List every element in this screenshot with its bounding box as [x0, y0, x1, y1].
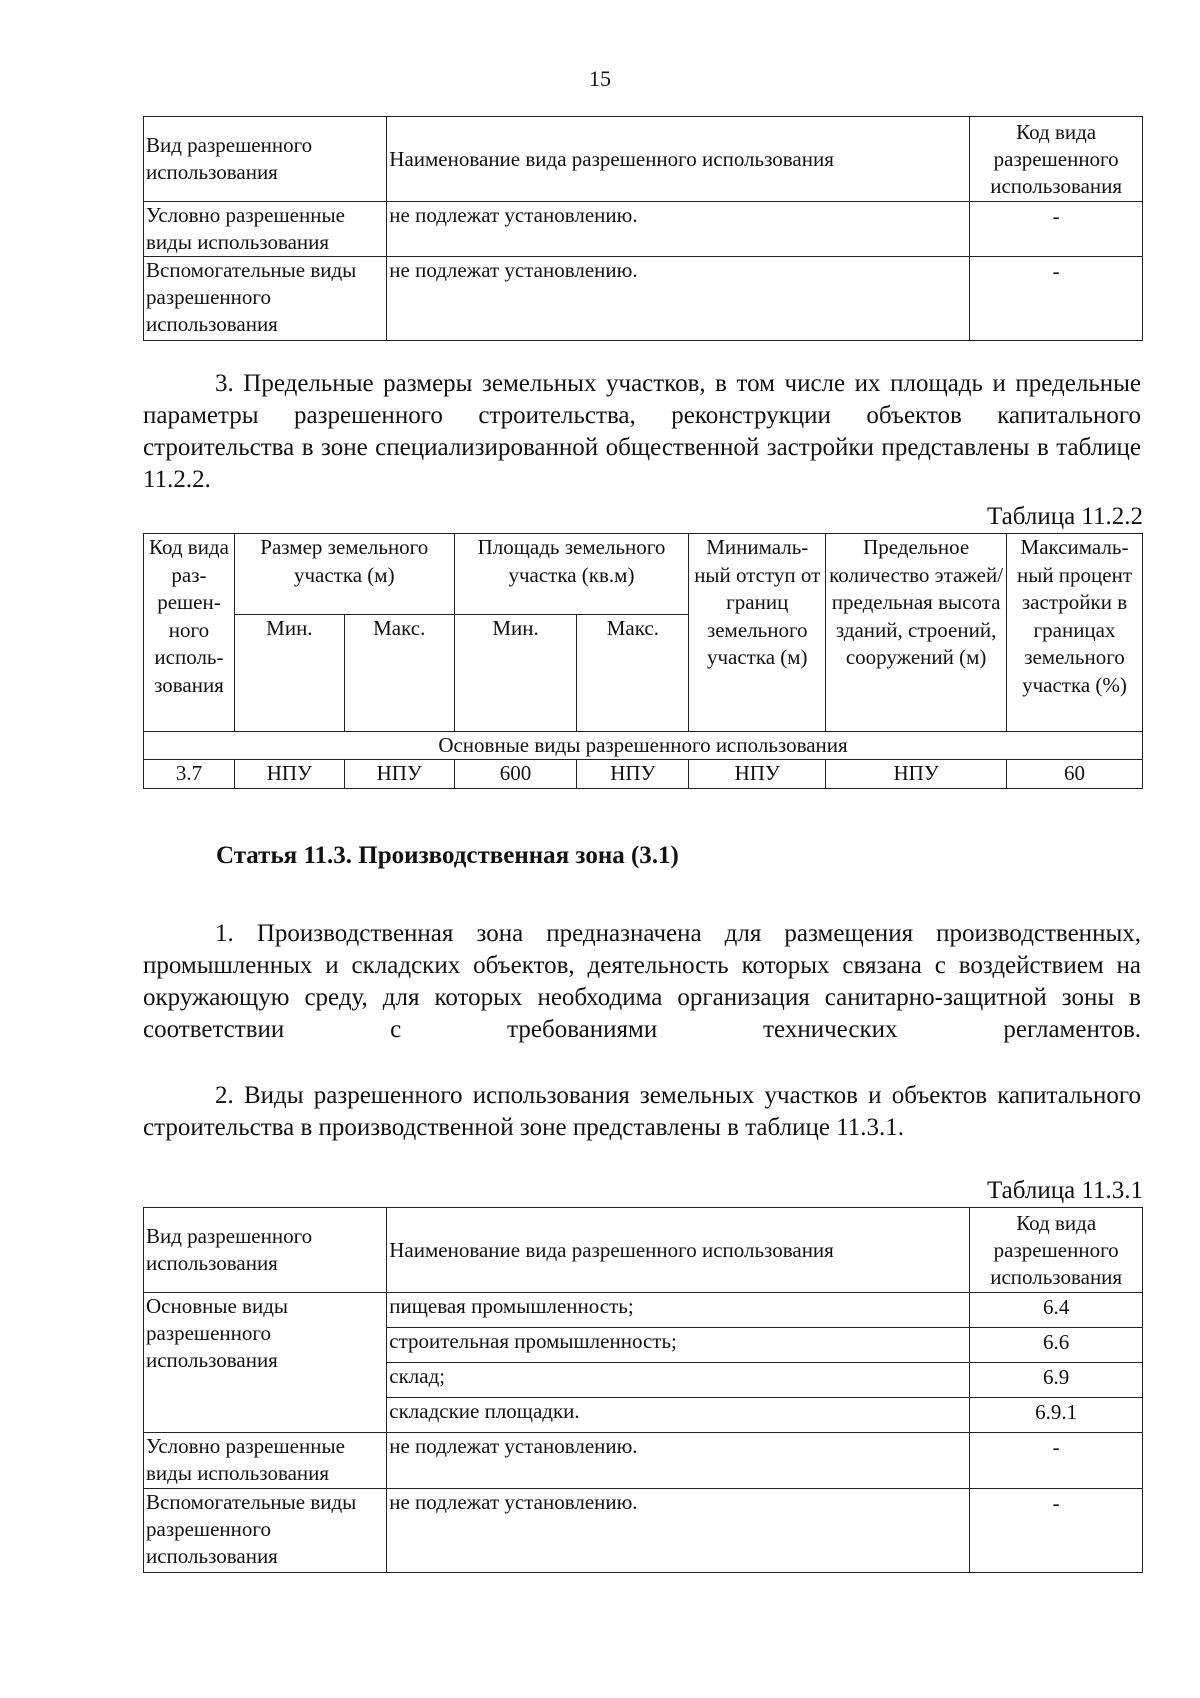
use-code-cell: 6.6: [970, 1328, 1143, 1363]
use-name-cell: не подлежат установлению.: [387, 202, 970, 257]
cell-code: 3.7: [144, 760, 235, 789]
header-setback: Минималь- ный отступ от границ земельного участка (м): [689, 534, 826, 732]
header-use-name: Наименование вида разрешенного использования: [387, 117, 970, 202]
header-area-min: Мин.: [454, 615, 577, 732]
land-use-table-continued: [143, 116, 1143, 341]
page-number: 15: [589, 66, 611, 91]
table-group-row: [144, 732, 1143, 760]
table-caption: Таблица 11.2.2: [987, 503, 1143, 530]
table-row: [144, 257, 1143, 341]
table-row: [144, 1433, 1143, 1489]
use-name-cell: не подлежат установлению.: [387, 257, 970, 341]
header-use-code: Код вида разрешенного использования: [970, 1208, 1143, 1293]
cell-area-max: НПУ: [577, 760, 689, 789]
header-plot-size: Размер земельного участка (м): [234, 534, 454, 615]
cell-setback: НПУ: [689, 760, 826, 789]
cell-size-min: НПУ: [234, 760, 344, 789]
cell-floors: НПУ: [826, 760, 1007, 789]
use-code-cell: 6.4: [970, 1293, 1143, 1328]
article-heading: Статья 11.3. Производственная зона (3.1): [216, 842, 679, 869]
header-size-min: Мин.: [234, 615, 344, 732]
use-code-cell: 6.9.1: [970, 1398, 1143, 1433]
production-zone-table: [143, 1207, 1143, 1573]
header-area-max: Макс.: [577, 615, 689, 732]
parameters-table: [143, 533, 1143, 789]
use-type-cell: Условно разрешенные виды использования: [144, 202, 387, 257]
use-name-cell: складские площадки.: [387, 1398, 970, 1433]
use-code-cell: -: [970, 1433, 1143, 1489]
table-row: [144, 202, 1143, 257]
paragraph-use-types: [143, 1080, 1141, 1144]
use-name-cell: пищевая промышленность;: [387, 1293, 970, 1328]
table-row: [144, 1489, 1143, 1573]
header-coverage: Максималь- ный процент застройки в границах земельного участка (%): [1007, 534, 1143, 732]
table-row: [144, 1293, 1143, 1328]
use-code-cell: -: [970, 202, 1143, 257]
use-type-cell: Вспомогательные виды разрешенного использования: [144, 257, 387, 341]
use-name-cell: не подлежат установлению.: [387, 1489, 970, 1573]
table-row: [144, 760, 1143, 789]
cell-area-min: 600: [454, 760, 577, 789]
header-floors: Предельное количество этажей/ предельная высота зданий, строений, сооружений (м): [826, 534, 1007, 732]
header-use-type: Вид разрешенного использования: [144, 1208, 387, 1293]
cell-coverage: 60: [1007, 760, 1143, 789]
header-use-name: Наименование вида разрешенного использования: [387, 1208, 970, 1293]
header-plot-area: Площадь земельного участка (кв.м): [454, 534, 689, 615]
use-type-cell: Основные виды разрешенного использования: [144, 1293, 387, 1433]
use-code-cell: 6.9: [970, 1363, 1143, 1398]
paragraph-zone-purpose-text: 1. Производственная зона предназначена для размещения производственных, промышленных и складских объектов, деятельность которых связана с воздействием на окружающую среду, для которых необходима организация санитарно-защитной зоны в соответствии с требованиями технических регламентов.: [143, 920, 1141, 1043]
use-type-cell: Условно разрешенные виды использования: [144, 1433, 387, 1489]
use-name-cell: строительная промышленность;: [387, 1328, 970, 1363]
table-caption: Таблица 11.3.1: [987, 1177, 1143, 1204]
paragraph-limits-text: 3. Предельные размеры земельных участков, в том числе их площадь и предельные параметры разрешенного строительства, реконструкции объектов капитального строительства в зоне специализированной общественной застройки представлены в таблице 11.2.2.: [143, 370, 1141, 493]
group-label: Основные виды разрешенного использования: [144, 732, 1143, 760]
header-use-type: Вид разрешенного использования: [144, 117, 387, 202]
cell-size-max: НПУ: [344, 760, 454, 789]
use-code-cell: -: [970, 1489, 1143, 1573]
header-size-max: Макс.: [344, 615, 454, 732]
header-code: Код вида раз- решен- ного исполь- зования: [144, 534, 235, 732]
use-name-cell: склад;: [387, 1363, 970, 1398]
header-use-code: Код вида разрешенного использования: [970, 117, 1143, 202]
paragraph-zone-purpose: [143, 918, 1141, 1078]
use-name-cell: не подлежат установлению.: [387, 1433, 970, 1489]
paragraph-use-types-text: 2. Виды разрешенного использования земельных участков и объектов капитального строительства в производственной зоне представлены в таблице 11.3.1.: [143, 1082, 1141, 1141]
use-code-cell: -: [970, 257, 1143, 341]
use-type-cell: Вспомогательные виды разрешенного использования: [144, 1489, 387, 1573]
